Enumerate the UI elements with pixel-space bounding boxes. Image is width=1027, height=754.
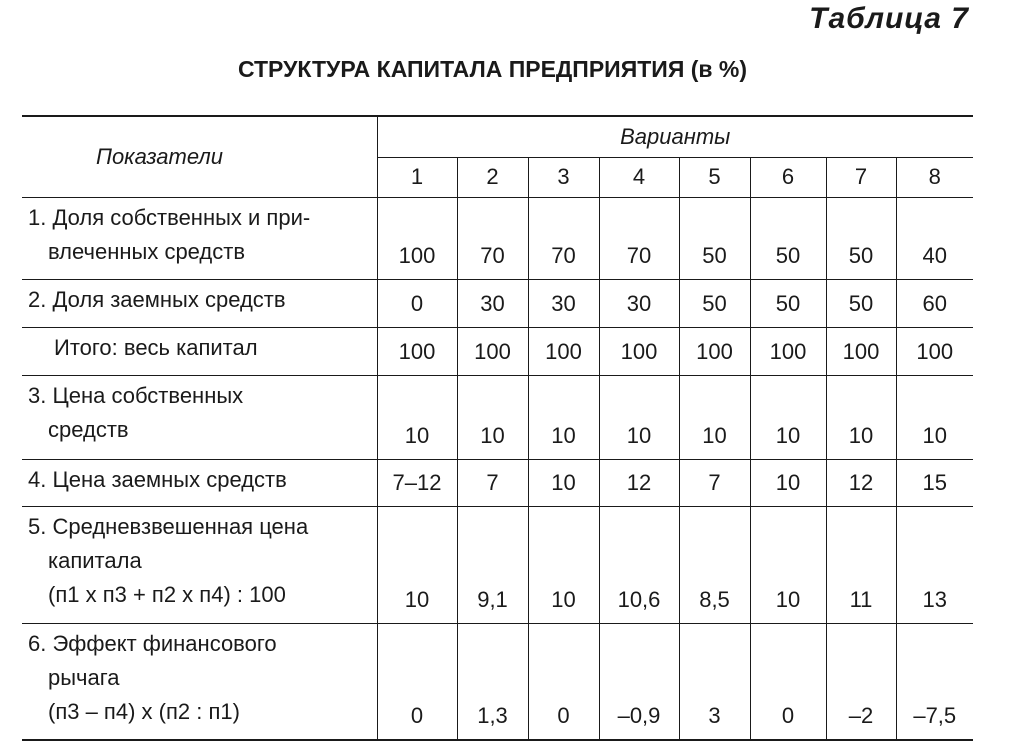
value-cell: 10	[457, 375, 528, 459]
variant-number-header: 8	[896, 157, 973, 197]
value-cell: 12	[599, 459, 679, 506]
indicator-label	[22, 459, 377, 506]
value-cell: 10	[528, 459, 599, 506]
variant-number-header: 7	[826, 157, 896, 197]
indicators-header: Показатели	[22, 116, 377, 197]
indicator-label-line: (п3 – п4) х (п2 : п1)	[48, 698, 240, 724]
indicator-label-line: 1. Доля собственных и при-	[28, 204, 311, 230]
table-row	[22, 623, 973, 740]
value-cell: 70	[457, 197, 528, 279]
indicator-label	[22, 623, 377, 740]
value-cell: 0	[377, 279, 457, 327]
value-cell: 0	[377, 623, 457, 740]
value-cell: 9,1	[457, 506, 528, 623]
value-cell: –2	[826, 623, 896, 740]
value-cell: 10,6	[599, 506, 679, 623]
value-cell: 7	[457, 459, 528, 506]
value-cell: –7,5	[896, 623, 973, 740]
value-cell: 7–12	[377, 459, 457, 506]
table-row	[22, 375, 973, 459]
table-row	[22, 197, 973, 279]
indicator-label-line: (п1 х п3 + п2 х п4) : 100	[48, 581, 286, 607]
variant-number-header: 2	[457, 157, 528, 197]
value-cell: 30	[599, 279, 679, 327]
variants-header: Варианты	[377, 116, 973, 157]
value-cell: –0,9	[599, 623, 679, 740]
value-cell: 100	[377, 327, 457, 375]
value-cell: 50	[679, 197, 750, 279]
indicator-label-line: 4. Цена заемных средств	[28, 466, 287, 492]
table-title: СТРУКТУРА КАПИТАЛА ПРЕДПРИЯТИЯ (в %)	[237, 56, 748, 82]
indicator-label-line: 2. Доля заемных средств	[28, 286, 286, 312]
value-cell: 10	[528, 375, 599, 459]
value-cell: 50	[750, 197, 826, 279]
indicator-label-line: 6. Эффект финансового	[28, 630, 277, 656]
value-cell: 50	[826, 279, 896, 327]
value-cell: 11	[826, 506, 896, 623]
variant-number-header: 3	[528, 157, 599, 197]
table-number-label: Таблица 7	[809, 2, 969, 35]
indicator-label-line: 5. Средневзвешенная цена	[28, 513, 309, 539]
value-cell: 3	[679, 623, 750, 740]
value-cell: 100	[599, 327, 679, 375]
variant-number-header: 1	[377, 157, 457, 197]
value-cell: 40	[896, 197, 973, 279]
value-cell: 30	[457, 279, 528, 327]
indicator-label-line: средств	[48, 416, 129, 442]
value-cell: 50	[750, 279, 826, 327]
indicator-label	[22, 279, 377, 327]
value-cell: 15	[896, 459, 973, 506]
value-cell: 10	[377, 506, 457, 623]
indicator-label-line: влеченных средств	[48, 238, 246, 264]
value-cell: 0	[750, 623, 826, 740]
value-cell: 13	[896, 506, 973, 623]
value-cell: 7	[679, 459, 750, 506]
value-cell: 100	[528, 327, 599, 375]
table-row	[22, 327, 973, 375]
value-cell: 10	[377, 375, 457, 459]
value-cell: 10	[750, 375, 826, 459]
value-cell: 70	[599, 197, 679, 279]
value-cell: 10	[826, 375, 896, 459]
table-row	[22, 279, 973, 327]
indicator-label	[22, 375, 377, 459]
variant-number-header: 5	[679, 157, 750, 197]
value-cell: 1,3	[457, 623, 528, 740]
value-cell: 12	[826, 459, 896, 506]
variant-number-header: 6	[750, 157, 826, 197]
value-cell: 10	[896, 375, 973, 459]
value-cell: 50	[826, 197, 896, 279]
indicator-label	[22, 327, 377, 375]
indicator-label	[22, 506, 377, 623]
table-row	[22, 459, 973, 506]
value-cell: 100	[377, 197, 457, 279]
value-cell: 70	[528, 197, 599, 279]
value-cell: 100	[750, 327, 826, 375]
value-cell: 100	[679, 327, 750, 375]
capital-structure-table	[22, 115, 973, 741]
value-cell: 10	[750, 506, 826, 623]
value-cell: 100	[896, 327, 973, 375]
indicator-label	[22, 197, 377, 279]
value-cell: 0	[528, 623, 599, 740]
indicator-label-line: 3. Цена собственных	[28, 382, 244, 408]
value-cell: 10	[679, 375, 750, 459]
indicator-label-line: рычага	[48, 664, 120, 690]
value-cell: 10	[528, 506, 599, 623]
table-row	[22, 506, 973, 623]
value-cell: 30	[528, 279, 599, 327]
indicator-label-line: Итого: весь капитал	[54, 334, 258, 360]
value-cell: 100	[457, 327, 528, 375]
variant-number-header: 4	[599, 157, 679, 197]
value-cell: 50	[679, 279, 750, 327]
value-cell: 10	[750, 459, 826, 506]
indicator-label-line: капитала	[48, 547, 142, 573]
value-cell: 10	[599, 375, 679, 459]
value-cell: 60	[896, 279, 973, 327]
value-cell: 100	[826, 327, 896, 375]
value-cell: 8,5	[679, 506, 750, 623]
